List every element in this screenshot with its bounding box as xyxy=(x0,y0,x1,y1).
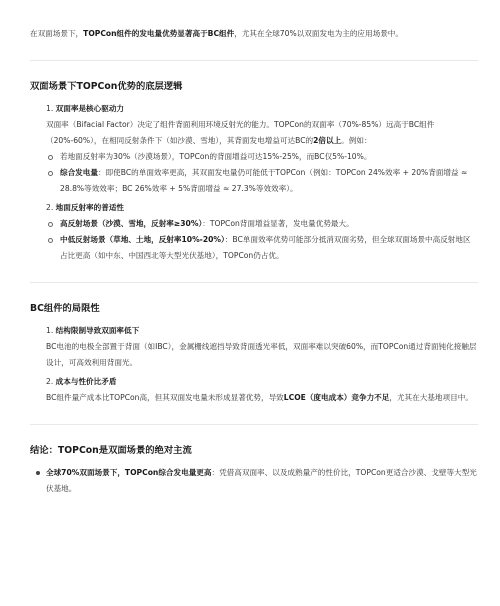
section-heading-conclusion: 结论：TOPCon是双面场景的绝对主流 xyxy=(30,445,192,456)
list-item: 综合发电量：即使BC的单面效率更高，其双面发电量仍可能低于TOPCon（例如：TOPCon 24%效率 + 20%背面增益 ≈ 28.8%等效效率；BC 26%效率 + 5%背面增益 ≈ 27.3%等效效率）。 xyxy=(46,165,478,197)
section-heading-bc-limitations: BC组件的局限性 xyxy=(30,303,100,314)
list-item-ground-reflectance xyxy=(30,200,478,264)
list-item-structure-limit xyxy=(30,323,478,371)
list-item: 中低反射场景（草地、土地，反射率10%-20%）：BC单面效率优势可能部分抵消双面劣势，但全球双面场景中高反射地区占比更高（如中东、中国西北等大型光伏基地），TOPCon仍占优。 xyxy=(46,232,478,264)
intro-paragraph xyxy=(30,26,478,42)
bullet-list xyxy=(30,149,478,197)
list-item-bifacial-factor xyxy=(30,101,478,197)
divider xyxy=(30,60,478,61)
item-title: 结构限制导致双面率低下 xyxy=(55,326,140,335)
list-item-cost-conflict xyxy=(30,374,478,406)
list-item: 若地面反射率为30%（沙漠场景），TOPCon的背面增益可达15%-25%，而BC仅5%-10%。 xyxy=(46,149,478,165)
intro-highlight: TOPCon组件的发电量优势显著高于BC组件 xyxy=(83,29,235,38)
section-heading-topcon-logic: 双面场景下TOPCon优势的底层逻辑 xyxy=(30,81,183,92)
item-title: 地面反射率的普适性 xyxy=(55,203,125,212)
item-title: 双面率是核心驱动力 xyxy=(55,104,125,113)
bullet-list xyxy=(30,465,478,497)
item-body: BC电池的电极全部置于背面（如IBC），金属栅线遮挡导致背面透光率低，双面率难以突破60%，而TOPCon通过背面钝化接触层设计，可高效利用背面光。 xyxy=(46,342,477,367)
item-number: 1. xyxy=(46,326,54,335)
item-body: BC组件量产成本比TOPCon高，但其双面发电量未形成显著优势，导致LCOE（度电成本）竞争力不足，尤其在大基地项目中。 xyxy=(46,393,473,402)
item-body: 双面率（Bifacial Factor）决定了组件背面利用环境反射光的能力。TOPCon的双面率（70%-85%）远高于BC组件（20%-60%），在相同反射条件下（如沙漠、雪地），其背面发电增益可达BC的2倍以上。例如： xyxy=(46,120,435,145)
bullet-list xyxy=(30,216,478,264)
divider xyxy=(30,424,478,425)
intro-text-tail: ，尤其在全球70%以双面发电为主的应用场景中。 xyxy=(234,29,403,38)
item-number: 1. xyxy=(46,104,54,113)
list-item: 全球70%双面场景下，TOPCon综合发电量更高：凭借高双面率、以及成熟量产的性价比，TOPCon更适合沙漠、戈壁等大型光伏基地。 xyxy=(34,465,478,497)
intro-text: 在双面场景下， xyxy=(30,29,84,38)
item-number: 2. xyxy=(46,203,54,212)
item-title: 成本与性价比矛盾 xyxy=(55,377,117,386)
item-number: 2. xyxy=(46,377,54,386)
list-item: 高反射场景（沙漠、雪地，反射率≥30%）：TOPCon背面增益显著，发电量优势最大。 xyxy=(46,216,478,232)
divider xyxy=(30,282,478,283)
